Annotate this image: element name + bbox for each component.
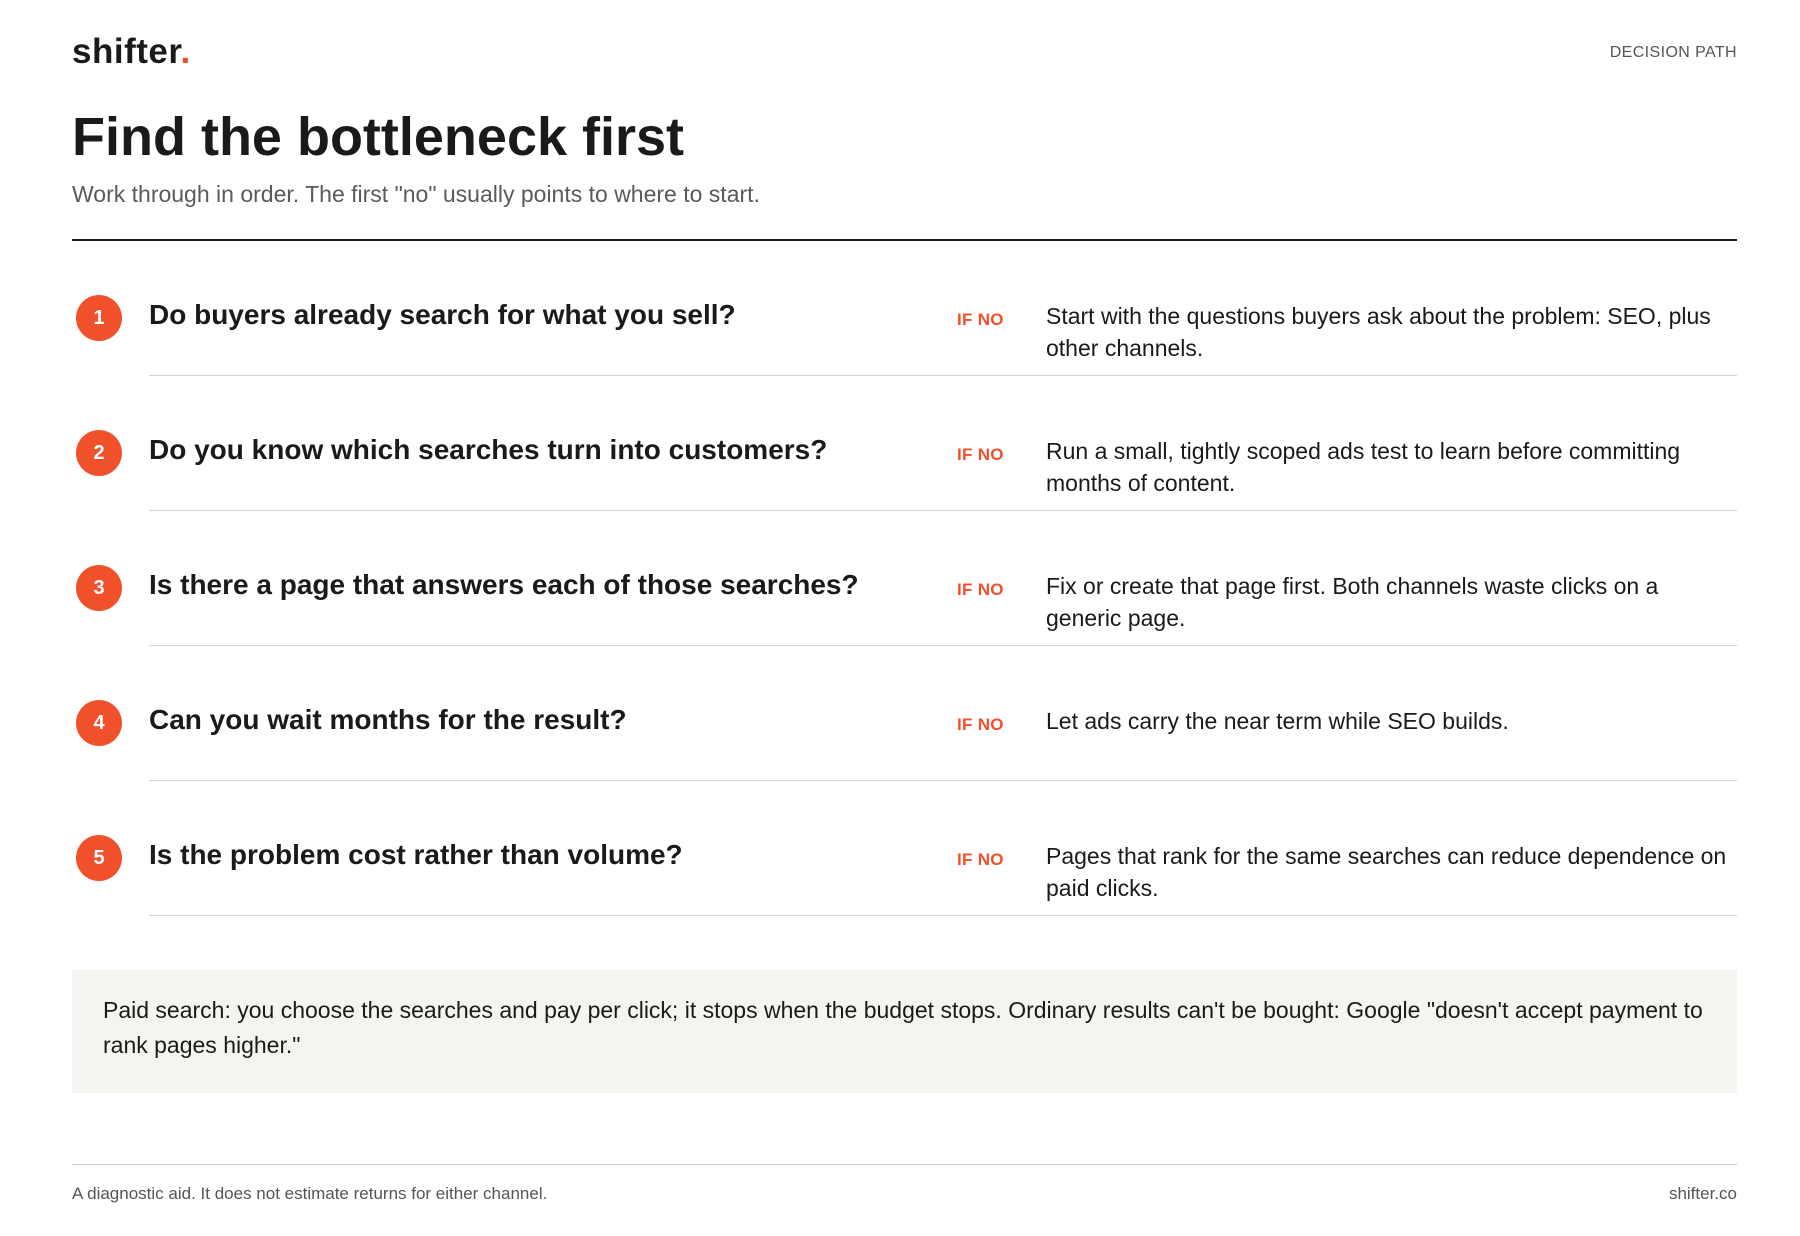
footer-site-link[interactable]: shifter.co: [1668, 1184, 1737, 1203]
step-number-badge: 4: [76, 700, 122, 746]
step-divider: [149, 915, 1737, 916]
step-answer: Run a small, tightly scoped ads test to learn before committing months of content.: [1046, 438, 1681, 496]
decision-steps: [72, 241, 1737, 916]
step-question: Do you know which searches turn into customers?: [149, 434, 828, 465]
header: [72, 32, 1737, 76]
step-number-badge: 3: [76, 565, 122, 611]
step-answer: Let ads carry the near term while SEO builds.: [1046, 708, 1509, 734]
if-no-label: IF NO: [957, 850, 1004, 869]
logo[interactable]: [72, 32, 191, 72]
step-5: [72, 781, 1737, 916]
step-question: Do buyers already search for what you sell?: [149, 299, 736, 330]
note-text: Paid search: you choose the searches and pay per click; it stops when the budget stops. Ordinary results can't be bought: Google "doesn't accept payment to rank pages higher.": [103, 997, 1703, 1058]
step-1: [72, 241, 1737, 376]
step-answer: Fix or create that page first. Both channels waste clicks on a generic page.: [1046, 573, 1659, 631]
step-number-badge: 5: [76, 835, 122, 881]
if-no-label: IF NO: [957, 580, 1004, 599]
step-answer: Start with the questions buyers ask about the problem: SEO, plus other channels.: [1046, 303, 1711, 361]
document-label: DECISION PATH: [1609, 44, 1737, 61]
logo-dot: .: [180, 32, 191, 71]
step-number-badge: 2: [76, 430, 122, 476]
step-question: Is there a page that answers each of those searches?: [149, 569, 859, 600]
note-box: [72, 970, 1737, 1093]
if-no-label: IF NO: [957, 445, 1004, 464]
step-3: [72, 511, 1737, 646]
page-subtitle: Work through in order. The first "no" usually points to where to start.: [72, 181, 760, 207]
logo-text: shifter: [72, 32, 181, 71]
footer-divider: [72, 1164, 1737, 1165]
step-number-badge: 1: [76, 295, 122, 341]
step-question: Can you wait months for the result?: [149, 704, 627, 735]
step-4: [72, 646, 1737, 781]
footer-disclaimer: A diagnostic aid. It does not estimate returns for either channel.: [72, 1184, 548, 1203]
step-answer: Pages that rank for the same searches can reduce dependence on paid clicks.: [1046, 843, 1727, 901]
page-title: Find the bottleneck first: [72, 107, 685, 167]
if-no-label: IF NO: [957, 310, 1004, 329]
page: [72, 0, 1737, 1236]
step-question: Is the problem cost rather than volume?: [149, 839, 683, 870]
step-2: [72, 376, 1737, 511]
if-no-label: IF NO: [957, 715, 1004, 734]
